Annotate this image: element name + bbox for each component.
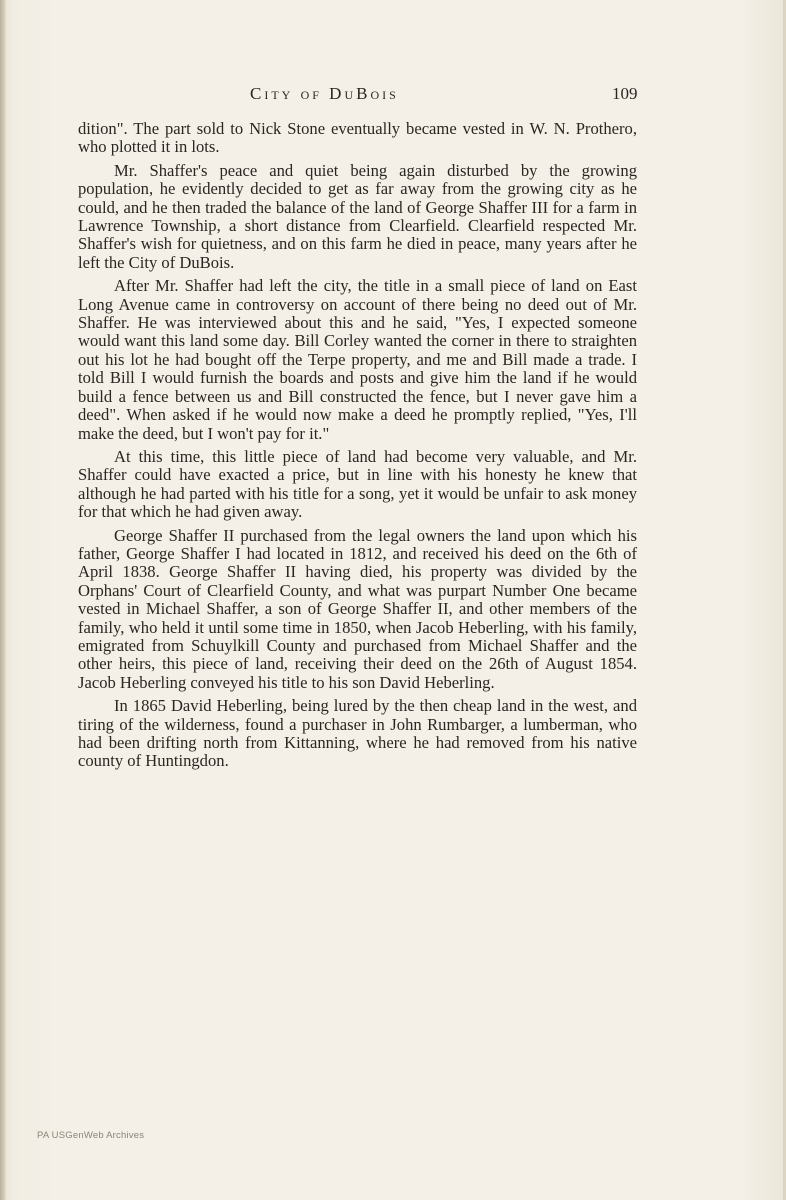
paragraph: Mr. Shaffer's peace and quiet being again disturbed by the growing population, he evidently decided to get as far away from the growing city as he could, and he then traded the balance of the land of George Shaffer III for a farm in Lawrence Township, a short distance from Clearfield. Clearfield respected Mr. Shaffer's wish for quietness, and on this farm he died in peace, many years after he left the City of DuBois. <box>78 160 637 272</box>
archive-watermark: PA USGenWeb Archives <box>37 1130 145 1141</box>
paragraph: dition". The part sold to Nick Stone eventually became vested in W. N. Prothero, who plotted it in lots. <box>78 119 637 157</box>
body-text <box>78 120 637 776</box>
page-binding-edge <box>0 0 6 1200</box>
paragraph: George Shaffer II purchased from the legal owners the land upon which his father, George Shaffer I had located in 1812, and received his deed on the 6th of April 1838. George Shaffer II having died, his property was divided by the Orphans' Court of Clearfield County, and what was purpart Number One became vested in Michael Shaffer, a son of George Shaffer II, and other members of the family, who held it until some time in 1850, when Jacob Heberling, with his family, emigrated from Schuylkill County and purchased from Michael Shaffer and the other heirs, this piece of land, receiving their deed on the 26th of August 1854. Jacob Heberling conveyed his title to his son David Heberling. <box>78 525 637 692</box>
paragraph: In 1865 David Heberling, being lured by the then cheap land in the west, and tiring of the wilderness, found a purchaser in John Rumbarger, a lumberman, who had been drifting north from Kittanning, where he had removed from his native county of Huntingdon. <box>78 696 637 771</box>
paragraph: At this time, this little piece of land had become very valuable, and Mr. Shaffer could have exacted a price, but in line with his honesty he knew that although he had parted with his title for a song, yet it would be unfair to ask money for that which he had given away. <box>78 446 637 522</box>
running-title: City of DuBois <box>250 84 399 103</box>
page-number: 109 <box>612 84 638 103</box>
paragraph: After Mr. Shaffer had left the city, the title in a small piece of land on East Long Avenue came in controversy on account of there being no deed out of Mr. Shaffer. He was interviewed about this and he said, "Yes, I expected someone would want this land some day. Bill Corley wanted the corner in there to straighten out his lot he had bought off the Terpe property, and me and Bill made a trade. I told Bill I would furnish the boards and posts and give him the land if he would build a fence between us and Bill constructed the fence, but I never gave him a deed". When asked if he would now make a deed he promptly replied, "Yes, I'll make the deed, but I won't pay for it." <box>78 276 637 443</box>
